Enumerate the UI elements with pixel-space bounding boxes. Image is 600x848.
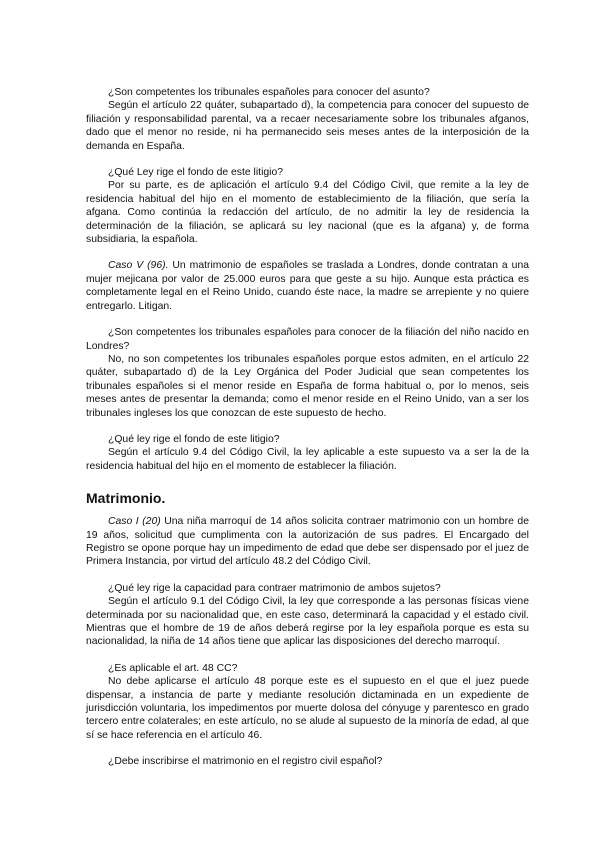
- qa-block-applicable-law-london: [86, 433, 529, 473]
- case-label: Caso V (96).: [108, 260, 169, 272]
- question: ¿Qué ley rige la capacidad para contraer matrimonio de ambos sujetos?: [108, 582, 441, 594]
- question: ¿Son competentes los tribunales españoles para conocer de la filiación del niño nacido en Londres?: [86, 327, 529, 352]
- qa-block-art-48: [86, 662, 529, 742]
- qa-block-competence-london: [86, 326, 529, 420]
- answer: Por su parte, es de aplicación el artículo 9.4 del Código Civil, que remite a la ley de residencia habitual del hijo en el momento de establecimiento de la filiación, que sería la afgana. Como continúa la redacción del artículo, de no admitir la ley de residencia la determinación de la filiación, se aplicará su ley nacional (que es la afgana) y, de forma subsidiaria, la española.: [86, 180, 529, 246]
- answer: Según el artículo 9.1 del Código Civil, la ley que corresponde a las personas físicas viene determinada por su nacionalidad que, en este caso, determinará la capacidad y el estado civil. Mientras que el hombre de 19 de años deberá regirse por la ley española porque es esta su nacionalidad, la niña de 14 años tiene que aplicar las disposiciones del derecho marroquí.: [86, 596, 529, 648]
- question: ¿Qué Ley rige el fondo de este litigio?: [108, 167, 284, 179]
- qa-block-capacity-law: [86, 582, 529, 649]
- qa-block-competence-afghan: [86, 86, 529, 153]
- answer: No, no son competentes los tribunales españoles porque estos admiten, en el artículo 22 quáter, subapartado d) de la Ley Orgánica del Poder Judicial que sean competentes los tribunales españoles si el menor reside en España de forma habitual o, por lo menos, seis meses antes de presentar la demanda; como el menor reside en el Reino Unido, van a ser los tribunales ingleses los que conozcan de este supuesto de hecho.: [86, 353, 529, 419]
- qa-block-applicable-law-afghan: [86, 166, 529, 246]
- case-i-paragraph: [86, 515, 529, 569]
- question: ¿Debe inscribirse el matrimonio en el registro civil español?: [108, 756, 383, 768]
- section-title: Matrimonio.: [86, 490, 166, 507]
- case-v-paragraph: [86, 259, 529, 313]
- answer: Según el artículo 9.4 del Código Civil, la ley aplicable a este supuesto va a ser la de la residencia habitual del hijo en el momento de establecer la filiación.: [86, 447, 529, 472]
- case-label: Caso I (20): [108, 516, 161, 528]
- question: ¿Es aplicable el art. 48 CC?: [108, 662, 238, 674]
- case-text: Una niña marroquí de 14 años solicita contraer matrimonio con un hombre de 19 años, solicitud que cumplimenta con la autorización de sus padres. El Encargado del Registro se opone porque hay un impedimento de edad que debe ser dispensado por el juez de Primera Instancia, por virtud del artículo 48.2 del Código Civil.: [86, 516, 529, 568]
- question: ¿Qué ley rige el fondo de este litigio?: [108, 433, 280, 445]
- answer: Según el artículo 22 quáter, subapartado d), la competencia para conocer del supuesto de filiación y responsabilidad parental, va a recaer necesariamente sobre los tribunales afganos, dado que el menor no reside, ni ha permanecido seis meses antes de la interposición de la demanda en España.: [86, 100, 529, 152]
- case-text: Un matrimonio de españoles se traslada a Londres, donde contratan a una mujer mejicana por valor de 25.000 euros para que geste a su hijo. Aunque esta práctica es completamente legal en el Reino Unido, cuando éste nace, la madre se arrepiente y no quiere entregarlo. Litigan.: [86, 260, 530, 312]
- answer: No debe aplicarse el artículo 48 porque este es el supuesto en el que el juez puede dispensar, a instancia de parte y mediante resolución dictaminada en un expediente de jurisdicción voluntaria, los impedimentos por muerte dolosa del cónyuge y parentesco en grado tercero entre colaterales; en este artículo, no se alude al supuesto de la minoría de edad, al que sí se hace referencia en el artículo 46.: [86, 676, 529, 741]
- question: ¿Son competentes los tribunales españoles para conocer del asunto?: [108, 87, 430, 98]
- qa-block-registry: [86, 755, 529, 768]
